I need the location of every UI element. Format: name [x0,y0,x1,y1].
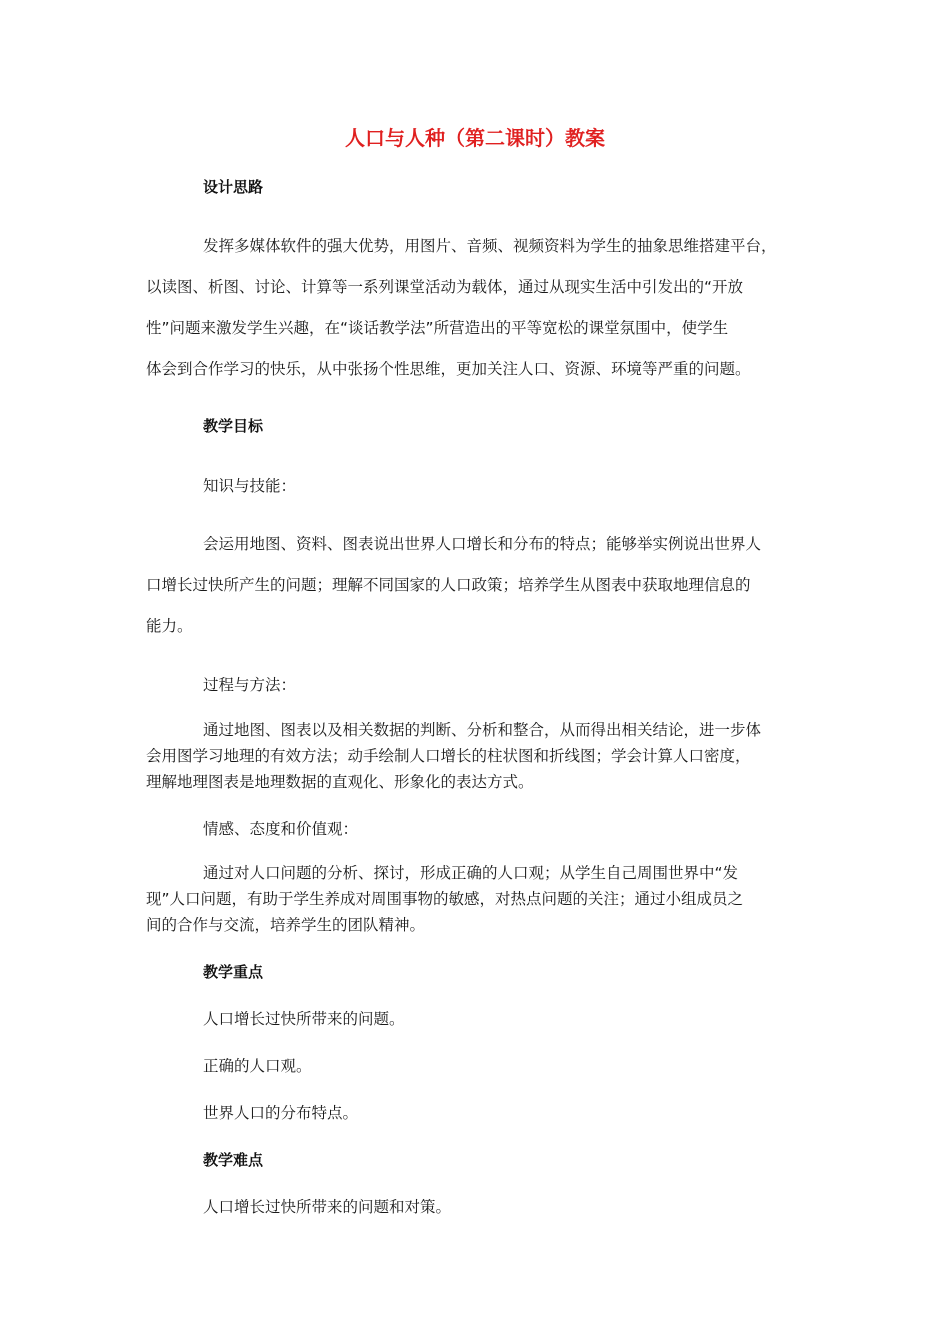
key-point-item-2: 正确的人口观。 [203,1057,312,1075]
emotion-line-1: 通过对人口问题的分析、探讨，形成正确的人口观；从学生自己周围世界中“发 [203,864,739,882]
key-point-item-1: 人口增长过快所带来的问题。 [203,1010,405,1028]
key-points-heading: 教学重点 [203,963,264,981]
knowledge-line-1: 会运用地图、资料、图表说出世界人口增长和分布的特点；能够举实例说出世界人 [203,535,762,553]
design-line-3: 性”问题来激发学生兴趣，在“谈话教学法”所营造出的平等宽松的课堂氛围中，使学生 [146,319,729,337]
process-label: 过程与方法： [203,676,297,694]
document-title: 人口与人种（第二课时）教案 [345,126,605,150]
emotion-line-2: 现”人口问题，有助于学生养成对周围事物的敏感，对热点问题的关注；通过小组成员之 [146,890,744,908]
goals-heading: 教学目标 [203,417,264,435]
design-line-4: 体会到合作学习的快乐，从中张扬个性思维，更加关注人口、资源、环境等严重的问题。 [146,360,751,378]
process-line-1: 通过地图、图表以及相关数据的判断、分析和整合，从而得出相关结论，进一步体 [203,721,762,739]
knowledge-label: 知识与技能： [203,477,297,495]
difficulty-item-1: 人口增长过快所带来的问题和对策。 [203,1198,452,1216]
emotion-label: 情感、态度和价值观： [203,820,359,838]
knowledge-line-3: 能力。 [146,617,193,635]
knowledge-line-2: 口增长过快所产生的问题；理解不同国家的人口政策；培养学生从图表中获取地理信息的 [146,576,751,594]
process-line-2: 会用图学习地理的有效方法；动手绘制人口增长的柱状图和折线图；学会计算人口密度， [146,747,751,765]
design-line-2: 以读图、析图、讨论、计算等一系列课堂活动为载体，通过从现实生活中引发出的“开放 [146,278,744,296]
difficulties-heading: 教学难点 [203,1151,264,1169]
emotion-line-3: 间的合作与交流，培养学生的团队精神。 [146,916,426,934]
design-line-1: 发挥多媒体软件的强大优势，用图片、音频、视频资料为学生的抽象思维搭建平台， [203,237,777,255]
key-point-item-3: 世界人口的分布特点。 [203,1104,359,1122]
design-heading: 设计思路 [203,178,264,196]
process-line-3: 理解地理图表是地理数据的直观化、形象化的表达方式。 [146,773,534,791]
